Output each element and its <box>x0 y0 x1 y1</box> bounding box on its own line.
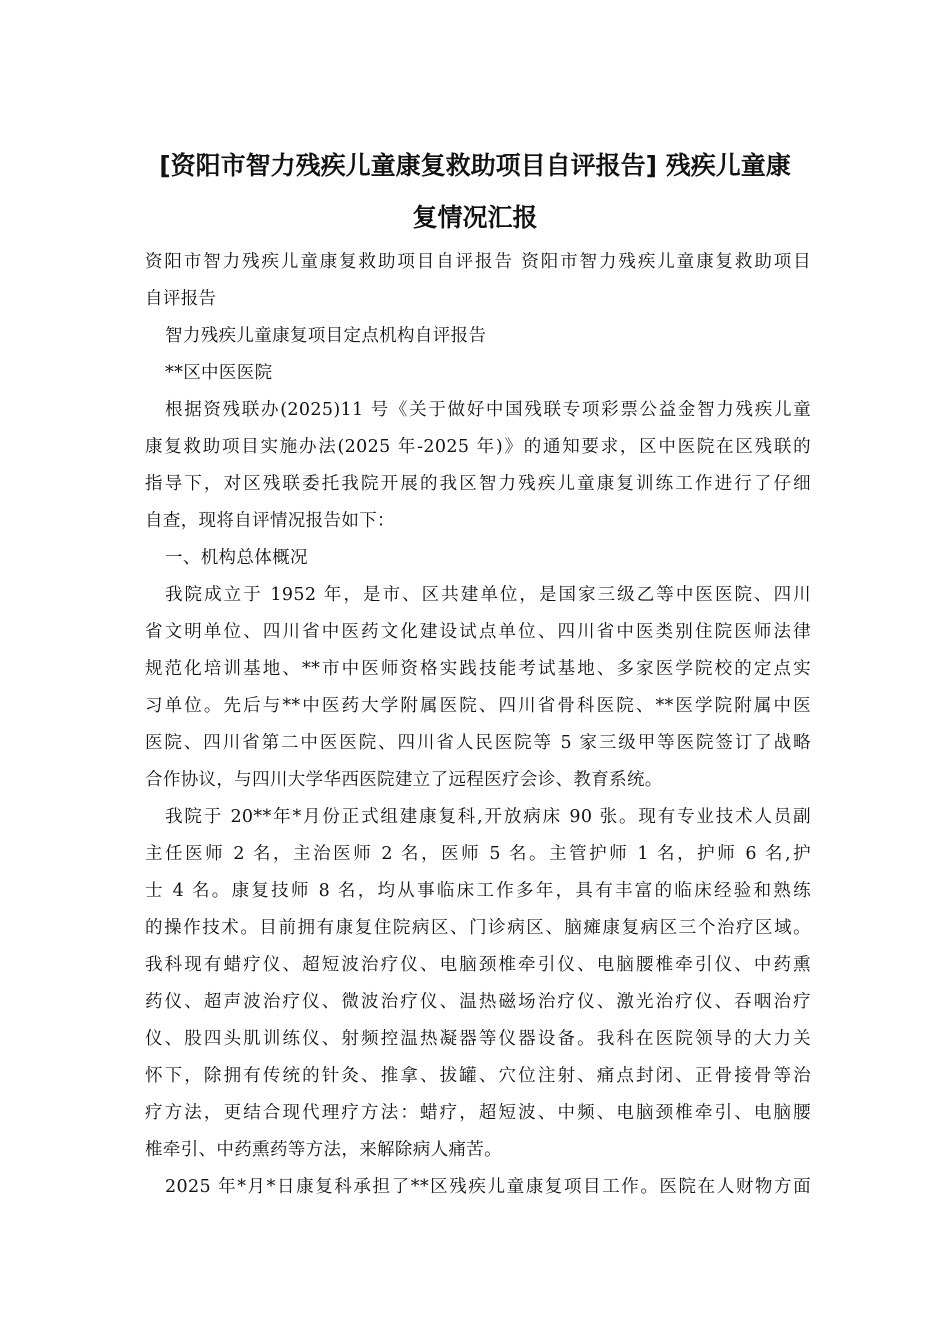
paragraph-line: 康复救助项目实施办法(2025 年-2025 年)》的通知要求，区中医院在区残联的 <box>145 437 811 457</box>
paragraph-line: 医院、四川省第二中医医院、四川省人民医院等 5 家三级甲等医院签订了战略 <box>145 733 811 753</box>
paragraph-line: 指导下，对区残联委托我院开展的我区智力残疾儿童康复训练工作进行了仔细 <box>145 474 811 494</box>
document-title-line-1: [资阳市智力残疾儿童康复救助项目自评报告] 残疾儿童康 <box>159 151 791 180</box>
paragraph-line: 士 4 名。康复技师 8 名，均从事临床工作多年，具有丰富的临床经验和熟练 <box>145 881 811 901</box>
paragraph-line: 习单位。先后与**中医药大学附属医院、四川省骨科医院、**医学院附属中医 <box>145 696 811 716</box>
paragraph-line: 仪、股四头肌训练仪、射频控温热凝器等仪器设备。我科在医院领导的大力关 <box>145 1029 811 1049</box>
section-heading: 一、机构总体概况 <box>165 548 308 568</box>
paragraph-line: 我院于 20**年*月份正式组建康复科,开放病床 90 张。现有专业技术人员副 <box>165 807 811 827</box>
paragraph-line: 的操作技术。目前拥有康复住院病区、门诊病区、脑瘫康复病区三个治疗区域。 <box>145 918 811 938</box>
paragraph-line: 我院成立于 1952 年，是市、区共建单位，是国家三级乙等中医医院、四川 <box>165 585 811 605</box>
paragraph-line: 怀下，除拥有传统的针灸、推拿、拔罐、穴位注射、痛点封闭、正骨接骨等治 <box>145 1066 811 1086</box>
paragraph-line: 根据资残联办(2025)11 号《关于做好中国残联专项彩票公益金智力残疾儿童 <box>165 400 811 420</box>
paragraph-project <box>145 1169 811 1206</box>
institution-name: **区中医医院 <box>165 363 273 383</box>
paragraph-department <box>145 799 811 1169</box>
paragraph-line: 2025 年*月*日康复科承担了**区残疾儿童康复项目工作。医院在人财物方面 <box>165 1177 811 1197</box>
intro-paragraph <box>145 244 811 318</box>
paragraph-line: 主任医师 2 名，主治医师 2 名，医师 5 名。主管护师 1 名，护师 6 名,护 <box>145 844 811 864</box>
paragraph-line: 合作协议，与四川大学华西医院建立了远程医疗会诊、教育系统。 <box>145 770 663 790</box>
paragraph-line: 自查，现将自评情况报告如下： <box>145 511 395 531</box>
paragraph-overview <box>145 577 811 799</box>
paragraph-line: 我科现有蜡疗仪、超短波治疗仪、电脑颈椎牵引仪、电脑腰椎牵引仪、中药熏 <box>145 955 811 975</box>
paragraph-line: 疗方法，更结合现代理疗方法：蜡疗，超短波、中频、电脑颈椎牵引、电脑腰 <box>145 1103 811 1123</box>
intro-line: 资阳市智力残疾儿童康复救助项目自评报告 资阳市智力残疾儿童康复救助项目 <box>145 252 811 272</box>
intro-line: 自评报告 <box>145 289 217 309</box>
document-title-line-2: 复情况汇报 <box>412 203 538 232</box>
paragraph-line: 椎牵引、中药熏药等方法，来解除病人痛苦。 <box>145 1140 502 1160</box>
paragraph-line: 药仪、超声波治疗仪、微波治疗仪、温热磁场治疗仪、激光治疗仪、吞咽治疗 <box>145 992 811 1012</box>
paragraph-line: 规范化培训基地、**市中医师资格实践技能考试基地、多家医学院校的定点实 <box>145 659 811 679</box>
report-subtitle: 智力残疾儿童康复项目定点机构自评报告 <box>165 326 487 346</box>
document-body <box>145 244 811 1206</box>
paragraph-line: 省文明单位、四川省中医药文化建设试点单位、四川省中医类别住院医师法律 <box>145 622 811 642</box>
paragraph-basis <box>145 392 811 540</box>
